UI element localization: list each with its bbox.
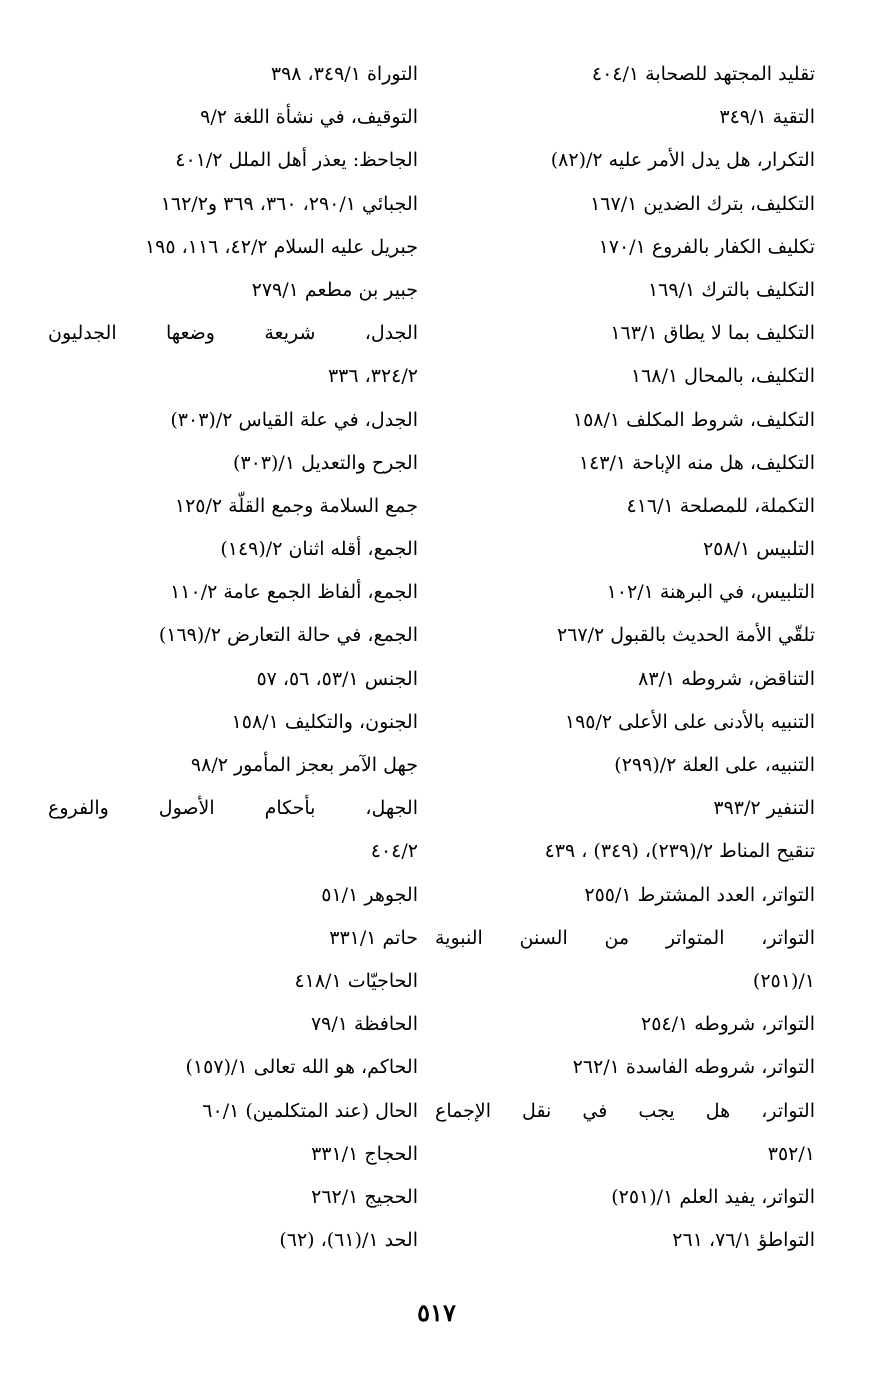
index-entry: الجمع، ألفاظ الجمع عامة ١١٠/٢ xyxy=(170,581,418,604)
index-entry: التلبيس، في البرهنة ١٠٢/١ xyxy=(606,581,815,604)
index-entry: الجدل، في علة القياس ٢/(٣٠٣) xyxy=(170,408,418,431)
index-entry: التكليف، شروط المكلف ١٥٨/١ xyxy=(572,408,815,431)
index-entry: الحافظة ٧٩/١ xyxy=(310,1013,418,1036)
index-entry: التكليف، بترك الضدين ١٦٧/١ xyxy=(590,192,815,215)
index-entry: ٤٠٤/٢ xyxy=(370,840,418,863)
index-entry: الجاحظ: يعذر أهل الملل ٤٠١/٢ xyxy=(175,149,418,172)
index-column-right xyxy=(435,53,815,1262)
index-entry: تقليد المجتهد للصحابة ٤٠٤/١ xyxy=(591,63,815,85)
index-entry: الجرح والتعديل ١/(٣٠٣) xyxy=(232,451,418,474)
index-entry: جبريل عليه السلام ٤٢/٢، ١١٦، ١٩٥ xyxy=(144,235,418,258)
index-entry: التكرار، هل يدل الأمر عليه ٢/(٨٢) xyxy=(550,149,815,172)
index-entry: التناقض، شروطه ٨٣/١ xyxy=(638,667,815,690)
index-entry: جمع السلامة وجمع القلّة ١٢٥/٢ xyxy=(174,494,418,517)
index-entry: تلقّي الأمة الحديث بالقبول ٢٦٧/٢ xyxy=(557,624,815,647)
index-entry: الجنون، والتكليف ١٥٨/١ xyxy=(231,710,418,733)
page-number: ٥١٧ xyxy=(417,1298,456,1327)
index-entry: التلبيس ٢٥٨/١ xyxy=(702,538,815,561)
index-entry: التواتر، يفيد العلم ١/(٢٥١) xyxy=(611,1185,815,1208)
index-entry: ٣٥٢/١ xyxy=(767,1142,815,1165)
index-entry: الحاجيّات ٤١٨/١ xyxy=(294,969,418,992)
index-entry: الجمع، في حالة التعارض ٢/(١٦٩) xyxy=(158,624,418,647)
index-entry: حاتم ٣٣١/١ xyxy=(329,926,418,949)
index-entry: ١/(٢٥١) xyxy=(752,969,815,992)
index-entry: الحجيج ٢٦٢/١ xyxy=(311,1185,418,1208)
index-entry: الحاكم، هو الله تعالى ١/(١٥٧) xyxy=(185,1056,418,1079)
index-entry: الجمع، أقله اثنان ٢/(١٤٩) xyxy=(220,538,418,561)
index-entry: التنبيه، على العلة ٢/(٢٩٩) xyxy=(614,754,815,776)
index-entry: التقية ٣٤٩/١ xyxy=(719,106,815,129)
index-entry: التكليف، بالمحال ١٦٨/١ xyxy=(630,365,815,388)
index-entry: التكملة، للمصلحة ٤١٦/١ xyxy=(626,494,815,517)
index-entry: التنبيه بالأدنى على الأعلى ١٩٥/٢ xyxy=(564,710,815,733)
index-entry: التوقيف، في نشأة اللغة ٩/٢ xyxy=(200,106,418,129)
index-entry: التواتر، هل يجب في نقل الإجماع xyxy=(435,1099,815,1122)
index-entry: الجوهر ٥١/١ xyxy=(321,883,418,906)
index-entry: تكليف الكفار بالفروع ١٧٠/١ xyxy=(598,235,815,258)
index-entry: التكليف بالترك ١٦٩/١ xyxy=(647,278,815,301)
index-entry: التنفير ٣٩٣/٢ xyxy=(713,797,815,820)
index-entry: التكليف بما لا يطاق ١٦٣/١ xyxy=(610,322,815,345)
index-entry: تنقيح المناط ٢/(٢٣٩)، (٣٤٩) ، ٤٣٩ xyxy=(544,840,815,863)
index-entry: التكليف، هل منه الإباحة ١٤٣/١ xyxy=(578,451,815,474)
index-entry: ٣٢٤/٢، ٣٣٦ xyxy=(327,365,418,388)
index-entry: الجدل، شريعة وضعها الجدليون xyxy=(48,322,418,345)
index-entry: جبير بن مطعم ٢٧٩/١ xyxy=(251,278,418,301)
index-entry: التواتر، المتواتر من السنن النبوية xyxy=(435,926,815,949)
index-entry: جهل الآمر بعجز المأمور ٩٨/٢ xyxy=(190,754,418,776)
index-entry: الجبائي ٢٩٠/١، ٣٦٠، ٣٦٩ و١٦٢/٢ xyxy=(160,192,418,215)
index-entry: التواتر، شروطه الفاسدة ٢٦٢/١ xyxy=(572,1056,815,1079)
index-entry: الحد ١/(٦١)، (٦٢) xyxy=(279,1229,418,1252)
index-entry: التواتر، العدد المشترط ٢٥٥/١ xyxy=(584,883,815,906)
index-entry: الحال (عند المتكلمين) ٦٠/١ xyxy=(202,1099,418,1122)
index-entry: التواتر، شروطه ٢٥٤/١ xyxy=(641,1013,815,1036)
index-entry: الحجاج ٣٣١/١ xyxy=(311,1142,418,1165)
index-column-left xyxy=(48,53,418,1262)
index-entry: التوراة ٣٤٩/١، ٣٩٨ xyxy=(270,63,418,85)
index-entry: الجنس ٥٣/١، ٥٦، ٥٧ xyxy=(256,667,418,690)
index-entry: الجهل، بأحكام الأصول والفروع xyxy=(48,797,418,820)
index-entry: التواطؤ ٧٦/١، ٢٦١ xyxy=(672,1229,815,1252)
